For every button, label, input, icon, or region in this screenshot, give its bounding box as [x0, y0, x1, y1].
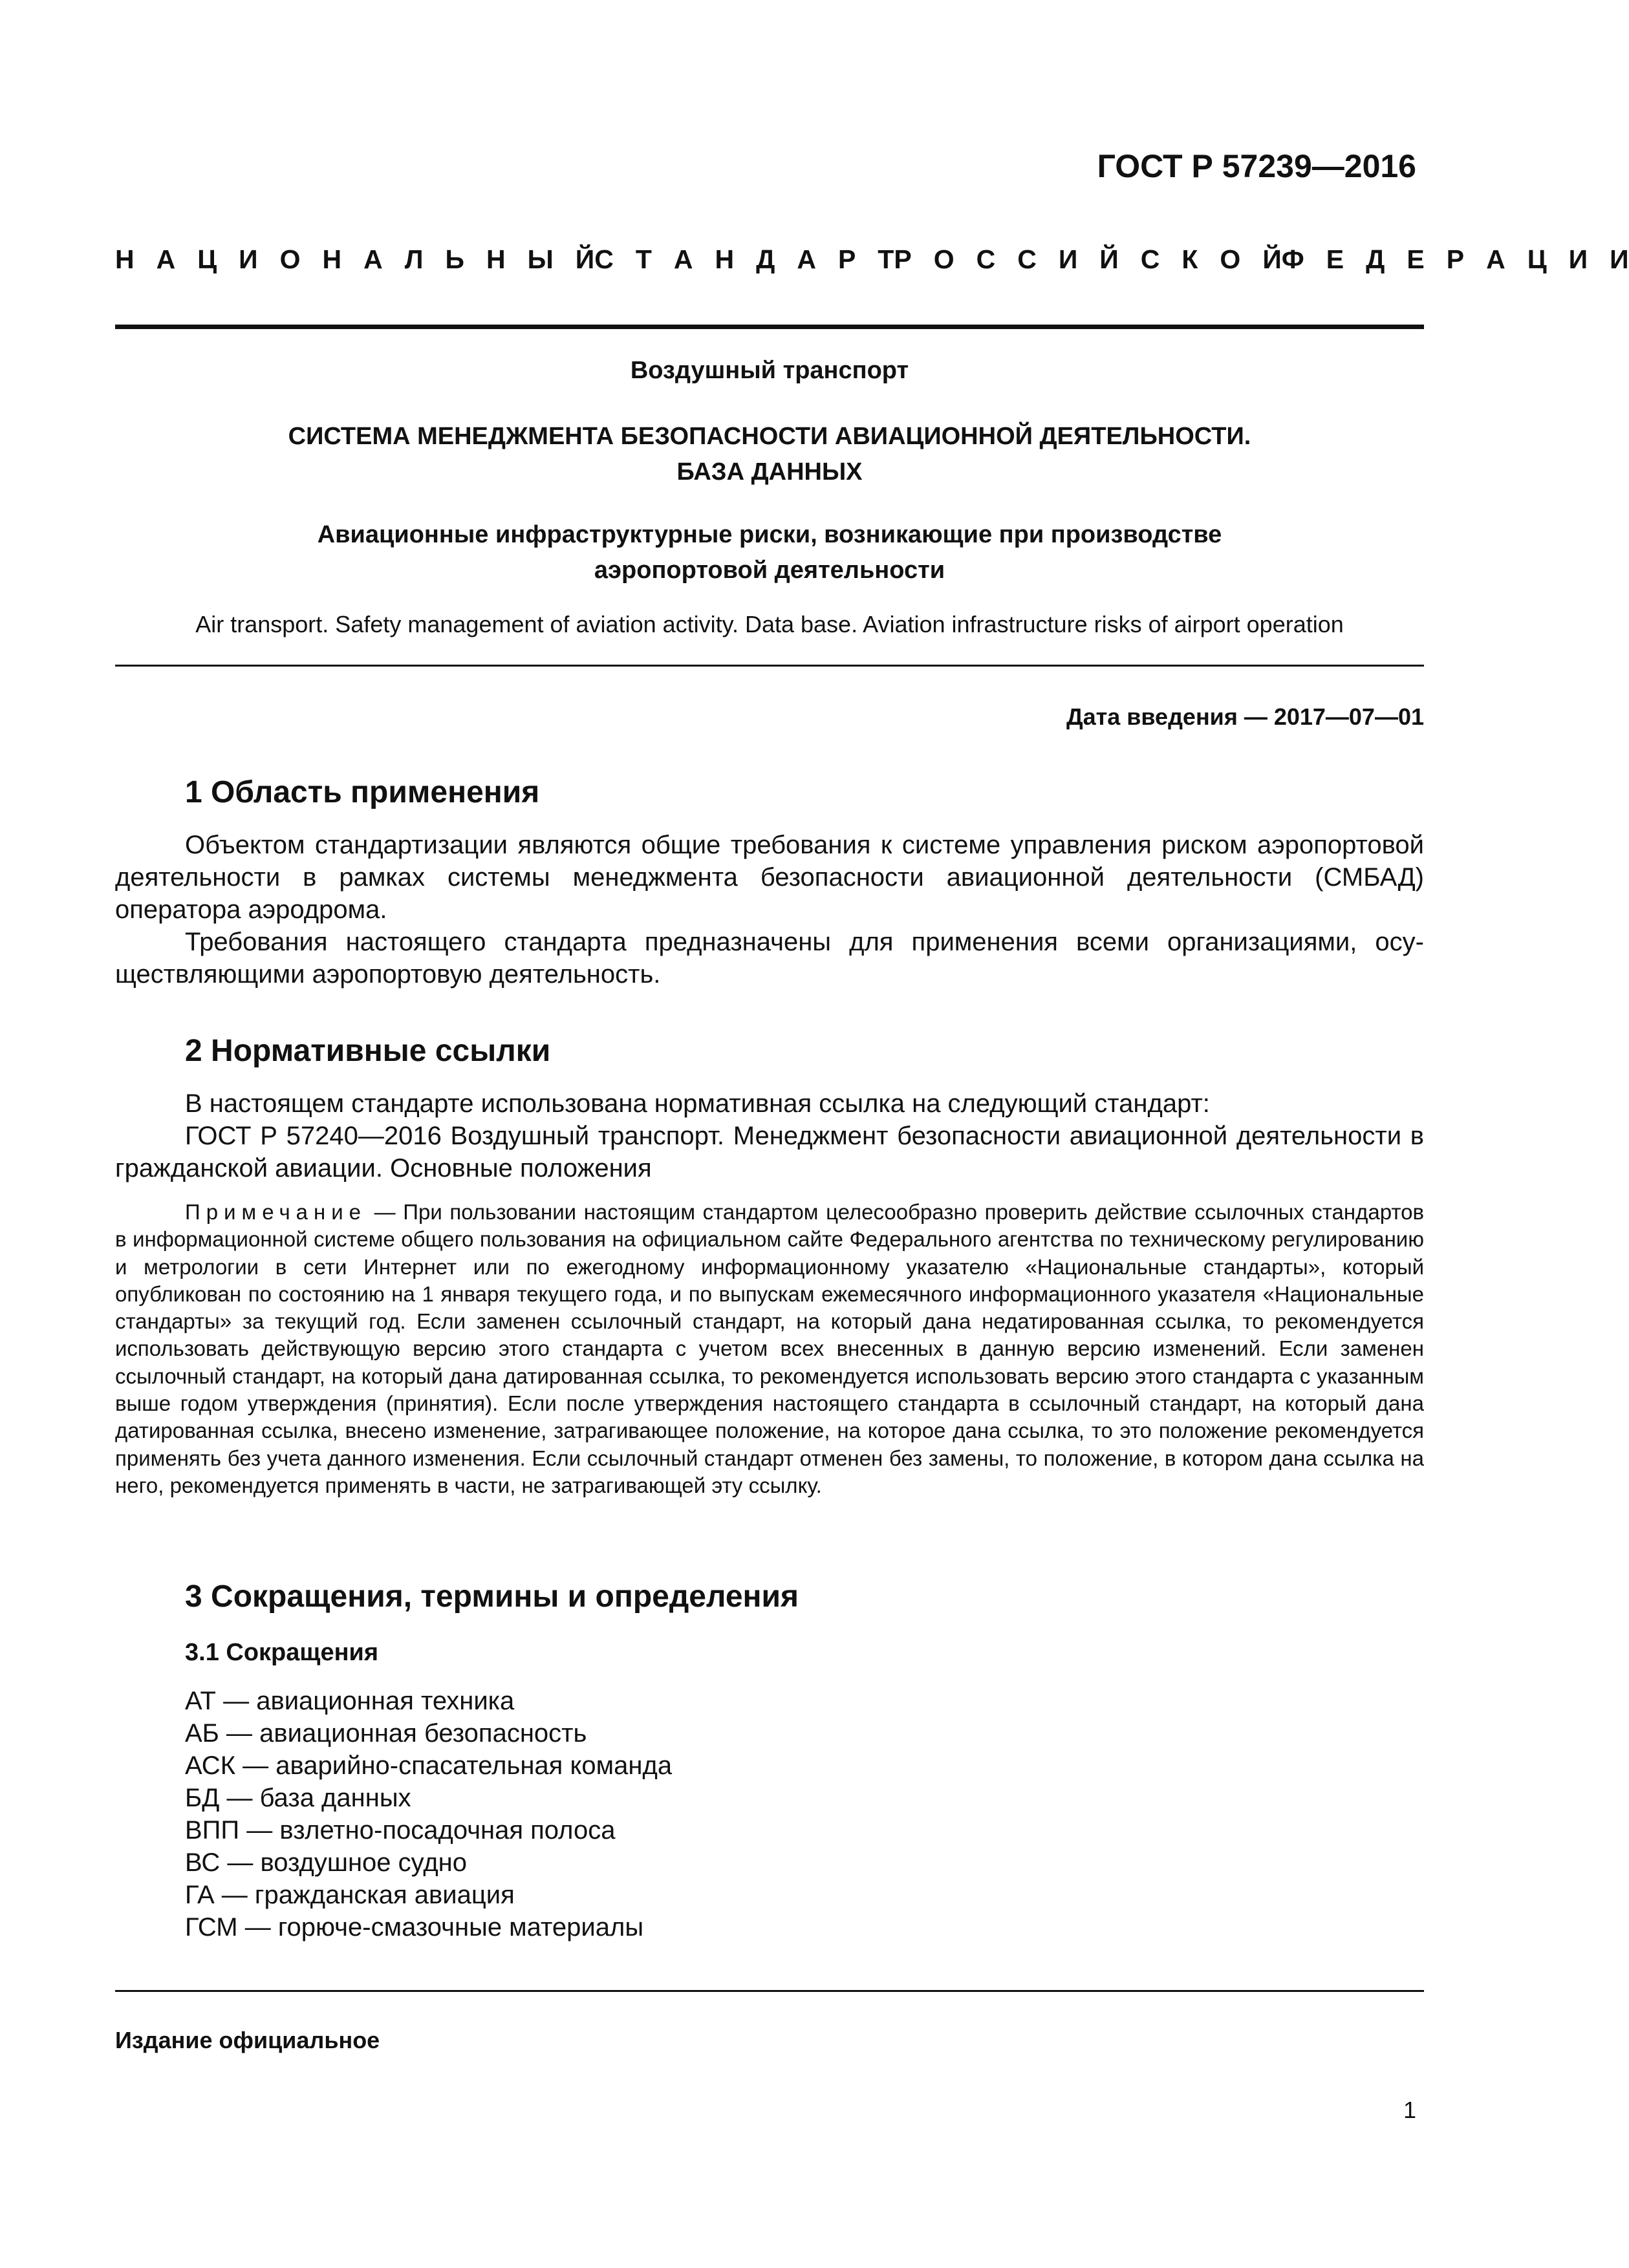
banner-letter: Н — [486, 244, 506, 274]
banner-letter: О — [933, 244, 955, 274]
banner-word-3 — [894, 244, 1281, 275]
banner-letter: Ы — [527, 244, 554, 274]
subtitle-line-2: аэропортовой деятельности — [594, 557, 945, 584]
paragraph: В настоящем стандарте использована нормативная ссылка на следующий стандарт: — [185, 1089, 1210, 1118]
section-2-body — [115, 1087, 1424, 1184]
banner-letter: А — [797, 244, 816, 274]
abbreviation-item: ГСМ — горюче-смазочные материалы — [185, 1913, 644, 1942]
banner-letter: Н — [322, 244, 342, 274]
main-title-line-2: БАЗА ДАННЫХ — [676, 458, 863, 486]
banner-letter: И — [1610, 244, 1629, 274]
banner-letter: О — [279, 244, 301, 274]
introduction-date: Дата введения — 2017—07—01 — [1066, 703, 1424, 730]
banner-letter: А — [1486, 244, 1505, 274]
banner-word-1 — [115, 244, 594, 275]
banner-letter: Й — [1262, 244, 1282, 274]
banner-letter: Ф — [1281, 244, 1304, 274]
banner-letter: О — [1220, 244, 1241, 274]
banner-letter: Д — [756, 244, 775, 274]
abbreviation-item: ГА — гражданская авиация — [185, 1881, 515, 1909]
banner-letter: С — [594, 244, 614, 274]
banner-letter: Л — [404, 244, 424, 274]
main-title-line-1: СИСТЕМА МЕНЕДЖМЕНТА БЕЗОПАСНОСТИ АВИАЦИОННОЙ ДЕЯТЕЛЬНОСТИ. — [288, 423, 1251, 450]
banner-letter: И — [1058, 244, 1078, 274]
banner-letter: Й — [575, 244, 595, 274]
banner-letter: Т — [878, 244, 894, 274]
banner-letter: С — [976, 244, 996, 274]
banner-word-2 — [594, 244, 894, 275]
banner-letter: Ь — [445, 244, 465, 274]
main-title — [115, 419, 1424, 490]
english-title: Air transport. Safety management of aviation activity. Data base. Aviation infrastructure risks of airport operation — [195, 611, 1344, 637]
paragraph: Требования настоящего стандарта предназначены для применения всеми организациями, осуществляющими аэропортовую деятельность. — [115, 928, 1424, 989]
banner-letter: Й — [1099, 244, 1119, 274]
abbreviation-item: АТ — авиационная техника — [185, 1687, 515, 1715]
document-number: ГОСТ Р 57239—2016 — [1097, 148, 1416, 184]
title-rule — [115, 665, 1424, 667]
paragraph: Объектом стандартизации являются общие требования к системе управления риском аэропортовой деятельности в рамках системы менеджмента безопасности авиационной деятельности (СМБАД) оператора аэродрома. — [115, 831, 1424, 924]
banner-letter: Д — [1366, 244, 1385, 274]
banner-letter: Р — [837, 244, 856, 274]
abbreviation-item: АСК — аварийно-спасательная команда — [185, 1751, 673, 1780]
paragraph: ГОСТ Р 57240—2016 Воздушный транспорт. Менеджмент безопасности авиационной деятельности в гражданской авиации. Основные положения — [115, 1122, 1424, 1182]
banner-letter: А — [673, 244, 693, 274]
note-block — [115, 1199, 1424, 1499]
banner-letter: И — [1568, 244, 1588, 274]
banner-letter: Н — [715, 244, 735, 274]
header-rule — [115, 325, 1424, 329]
footer-rule — [115, 1990, 1424, 1992]
banner-letter: Т — [635, 244, 652, 274]
banner-letter: С — [1140, 244, 1160, 274]
banner-letter: А — [156, 244, 176, 274]
banner-letter: А — [363, 244, 383, 274]
abbreviation-item: БД — база данных — [185, 1784, 411, 1812]
subject-area: Воздушный транспорт — [630, 357, 909, 384]
banner-letter: И — [239, 244, 258, 274]
banner-letter: Р — [894, 244, 912, 274]
banner-letter: Е — [1326, 244, 1344, 274]
national-standard-banner — [115, 244, 1629, 275]
banner-letter: Ц — [197, 244, 217, 274]
section-1-heading: 1 Область применения — [185, 775, 540, 809]
subtitle — [115, 517, 1424, 588]
note-text: — При пользовании настоящим стандартом целесообразно проверить действие ссылочных стандартов в информационной системе общего пользования на официальном сайте Федерального агентства по техническому регулированию и метрологии в сети Интернет или по ежегодному информационному указателю «Национальные стандарты», который опубликован по состоянию на 1 января текущего года, и по выпускам ежемесячного информационного указателя «Национальные стандарты» за текущий год. Если заменен ссылочный стандарт, на который дана недатированная ссылка, то рекомендуется использовать действующую версию этого стандарта с учетом всех внесенных в данную версию изменений. Если заменен ссылочный стандарт, на который дана датированная ссылка, то рекомендуется использовать версию этого стандарта с указанным выше годом утверждения (принятия). Если после утверждения настоящего стандарта в ссылочный стандарт, на который дана датированная ссылка, внесено изменение, затрагивающее положение, на которое дана ссылка, то это положение рекомендуется применять без учета данного изменения. Если ссылочный стандарт отменен без замены, то положение, в котором дана ссылка на него, рекомендуется применять в части, не затрагивающей эту ссылку. — [115, 1200, 1424, 1497]
abbreviation-item: ВС — воздушное судно — [185, 1848, 467, 1877]
banner-word-4 — [1282, 244, 1629, 275]
note-paragraph — [115, 1199, 1424, 1499]
abbreviation-item: АБ — авиационная безопасность — [185, 1719, 587, 1748]
edition-label: Издание официальное — [115, 2027, 380, 2053]
subtitle-line-1: Авиационные инфраструктурные риски, возникающие при производстве — [317, 521, 1222, 548]
banner-letter: Р — [1446, 244, 1465, 274]
section-2-heading: 2 Нормативные ссылки — [185, 1034, 551, 1068]
section-3-heading: 3 Сокращения, термины и определения — [185, 1579, 799, 1614]
section-1-body — [115, 829, 1424, 990]
page-number: 1 — [1403, 2097, 1416, 2123]
banner-letter: С — [1017, 244, 1037, 274]
abbreviation-list — [185, 1685, 672, 1943]
abbreviation-item: ВПП — взлетно-посадочная полоса — [185, 1816, 616, 1845]
banner-letter: К — [1181, 244, 1198, 274]
banner-letter: Н — [115, 244, 135, 274]
section-3-1-heading: 3.1 Сокращения — [185, 1639, 379, 1666]
banner-letter: Ц — [1527, 244, 1547, 274]
banner-letter: Е — [1407, 244, 1425, 274]
note-label: Примечание — [185, 1200, 367, 1224]
